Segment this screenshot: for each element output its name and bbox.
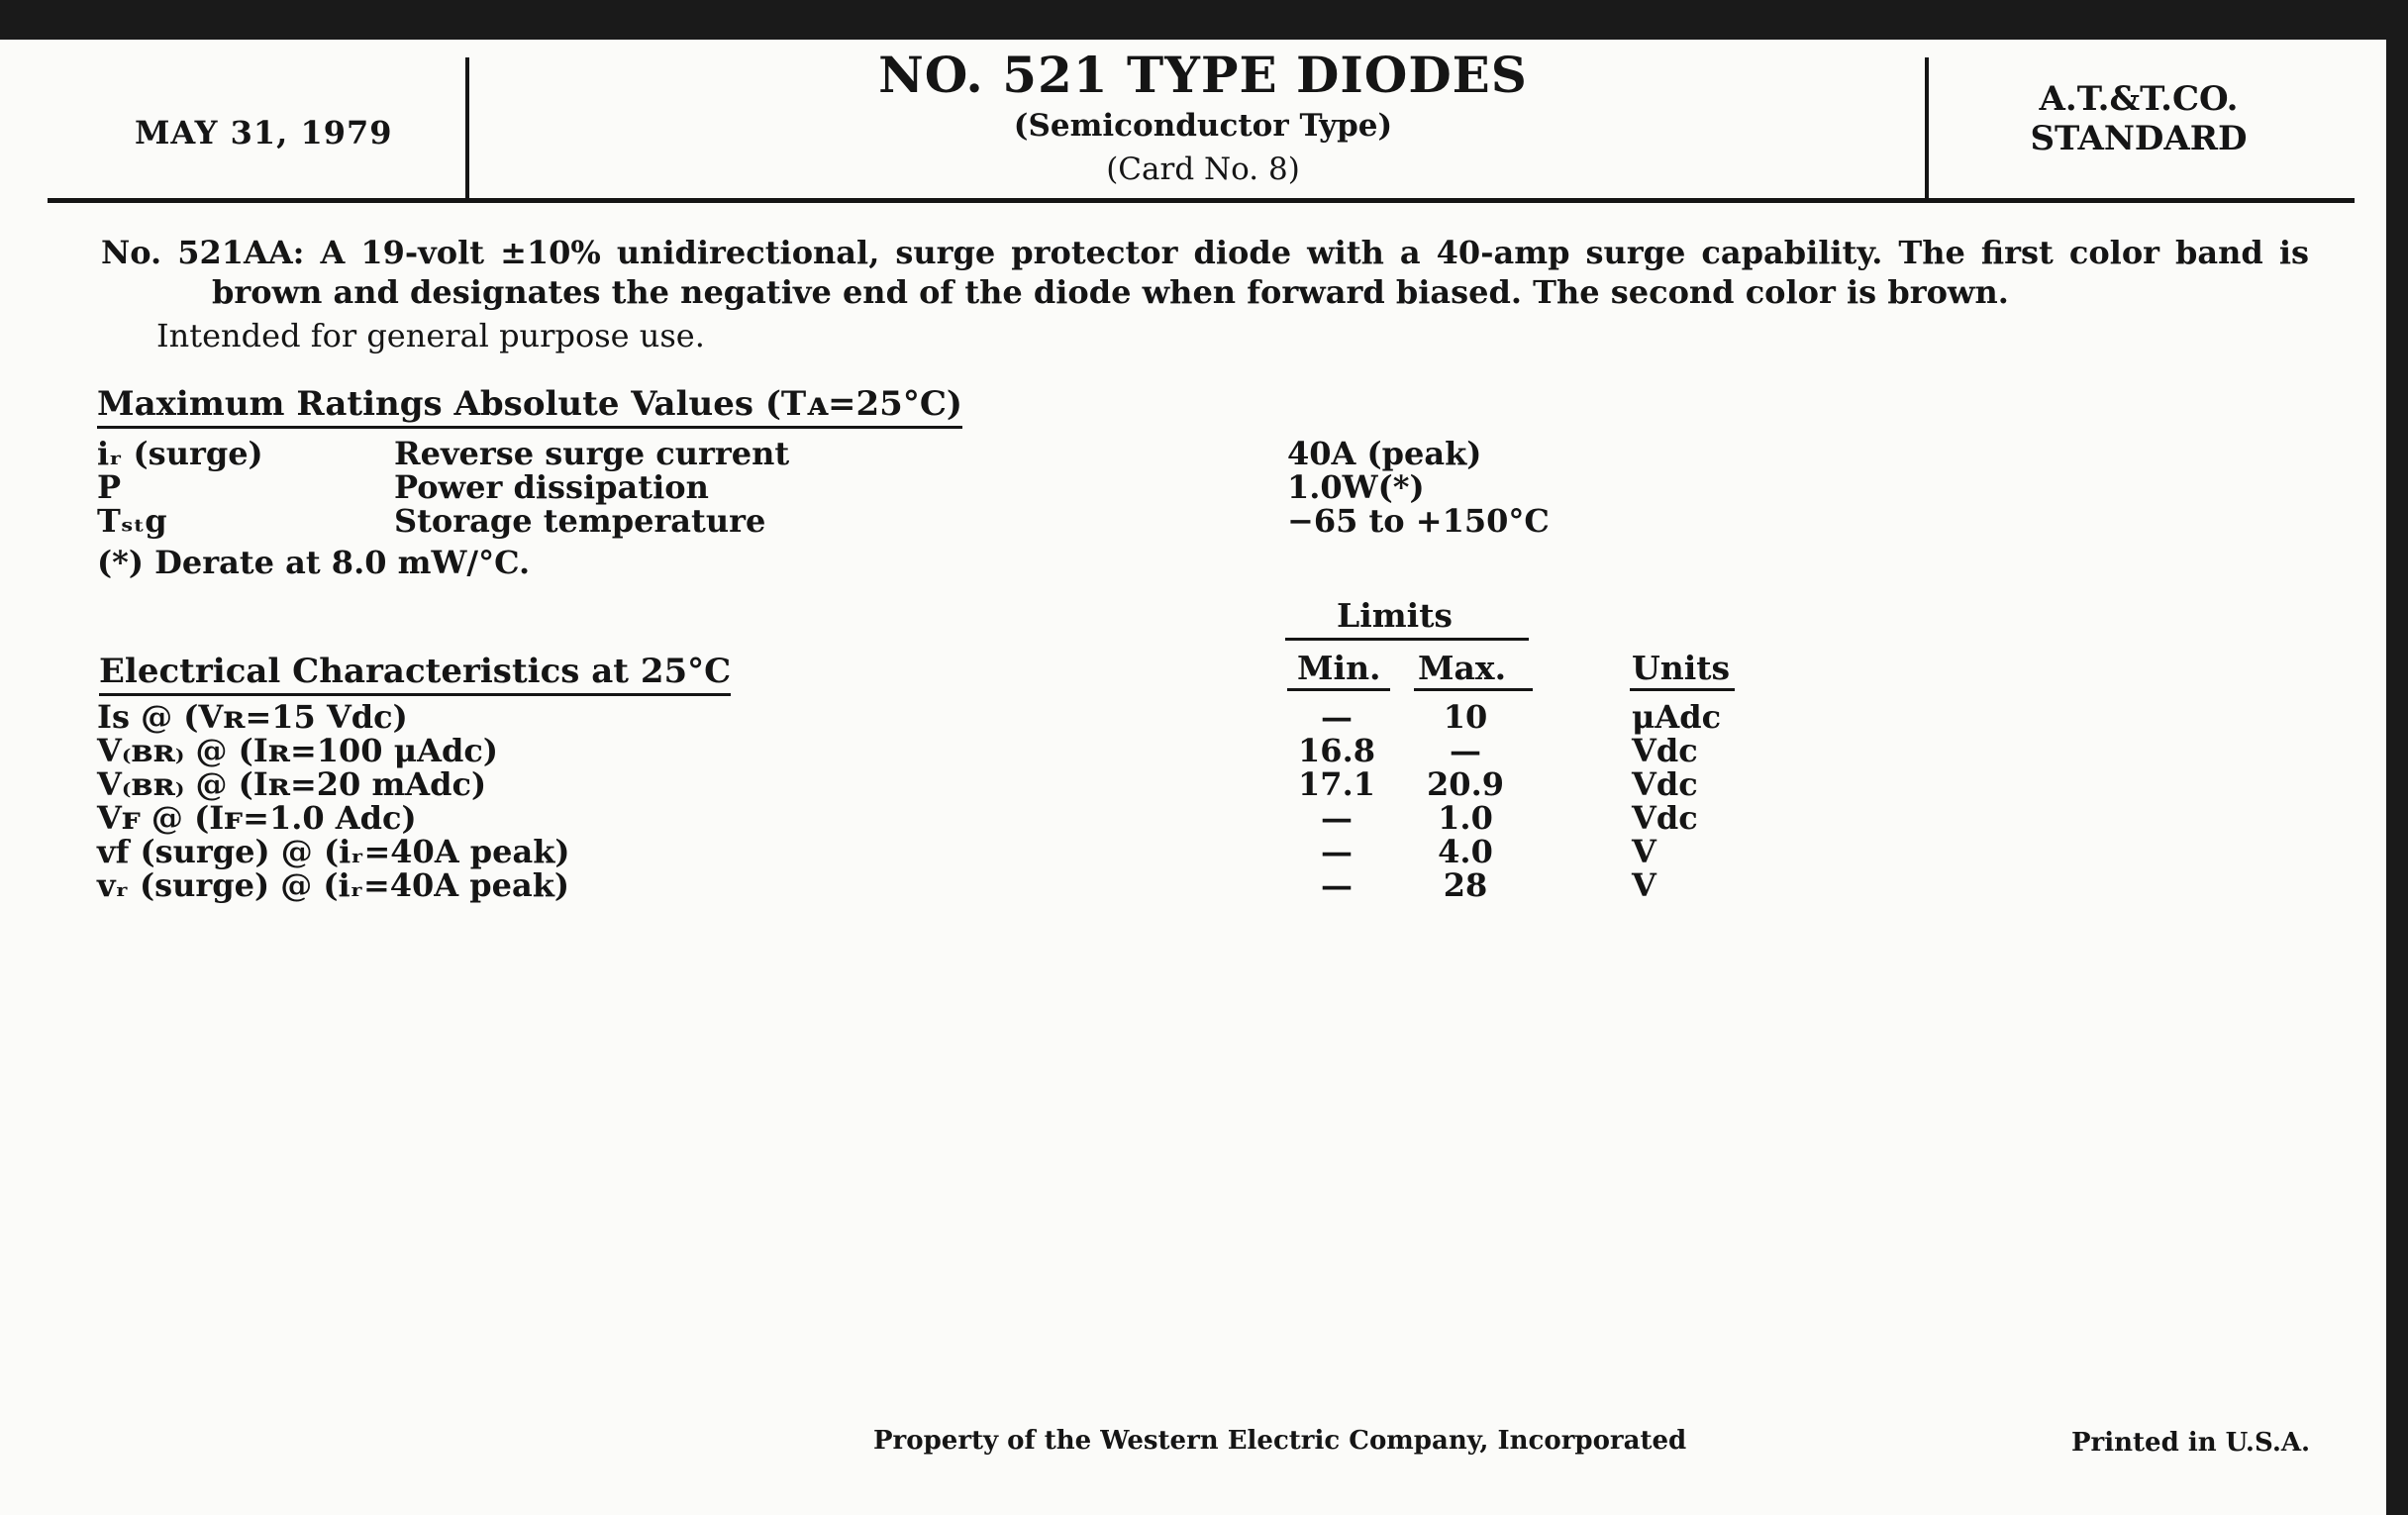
header-divider-left	[465, 57, 469, 201]
rating-name: Reverse surge current	[394, 435, 790, 472]
char-max: 4.0	[1438, 833, 1493, 870]
units-label: Units	[1632, 649, 1731, 687]
char-unit: Vdc	[1632, 765, 1698, 803]
description	[101, 233, 2309, 355]
title-block	[485, 46, 1921, 187]
char-unit: V	[1632, 866, 1656, 904]
description-main: No. 521AA: A 19-volt ±10% unidirectional, surge protector diode with a 40-amp surge capability. The first color band is brown and designates the negative end of the diode when forward biased. The second color is brown.	[101, 234, 2309, 311]
limits-label: Limits	[1337, 596, 1454, 635]
header-divider-right	[1925, 57, 1929, 201]
rating-value: −65 to +150°C	[1287, 502, 1550, 540]
char-param: vᵣ (surge) @ (iᵣ=40A peak)	[97, 866, 570, 904]
char-param: Iѕ @ (Vʀ=15 Vdc)	[97, 698, 408, 736]
limits-rule	[1285, 638, 1529, 641]
printed-note: Printed in U.S.A.	[2071, 1428, 2311, 1458]
char-param: V₍ʙʀ₎ @ (Iʀ=20 mAdc)	[97, 765, 487, 803]
derate-note: (*) Derate at 8.0 mW/°C.	[97, 544, 531, 581]
char-min: —	[1321, 833, 1353, 870]
standard-block	[1941, 79, 2337, 158]
char-unit: Vdc	[1632, 799, 1698, 837]
electrical-heading: Electrical Characteristics at 25°C	[99, 652, 731, 696]
max-label: Max.	[1418, 649, 1507, 687]
property-note: Property of the Western Electric Company, Incorporated	[873, 1426, 1687, 1456]
char-min: —	[1321, 799, 1353, 837]
char-unit: Vdc	[1632, 732, 1698, 769]
char-unit: μAdc	[1632, 698, 1722, 736]
rating-value: 40A (peak)	[1287, 435, 1482, 472]
min-rule	[1287, 688, 1390, 691]
card-date: MAY 31, 1979	[135, 114, 393, 152]
char-max: 20.9	[1427, 765, 1504, 803]
char-max: 28	[1443, 866, 1488, 904]
char-min: —	[1321, 866, 1353, 904]
rating-value: 1.0W(*)	[1287, 468, 1425, 506]
char-param: vf (surge) @ (iᵣ=40A peak)	[97, 833, 570, 870]
char-max: —	[1450, 732, 1481, 769]
spec-card	[0, 40, 2386, 1515]
standard-label: STANDARD	[2030, 119, 2248, 158]
char-min: 16.8	[1298, 732, 1375, 769]
page-title: NO. 521 TYPE DIODES	[878, 46, 1528, 104]
card-number: (Card No. 8)	[1106, 152, 1300, 187]
rating-name: Storage temperature	[394, 502, 766, 540]
char-max: 10	[1443, 698, 1488, 736]
rating-symbol: Tₛₜg	[97, 502, 167, 540]
char-unit: V	[1632, 833, 1656, 870]
description-intended: Intended for general purpose use.	[156, 317, 705, 354]
char-param: V₍ʙʀ₎ @ (Iʀ=100 μAdc)	[97, 732, 498, 769]
max-ratings-heading: Maximum Ratings Absolute Values (Tᴀ=25°C)	[97, 384, 962, 429]
header-rule	[48, 198, 2355, 203]
standard-org: A.T.&T.CO.	[2039, 79, 2239, 119]
rating-name: Power dissipation	[394, 468, 709, 506]
page-subtitle: (Semiconductor Type)	[1013, 108, 1393, 144]
char-param: Vꜰ @ (Iꜰ=1.0 Adc)	[97, 799, 417, 837]
units-rule	[1630, 688, 1735, 691]
char-min: —	[1321, 698, 1353, 736]
rating-symbol: P	[97, 468, 122, 506]
char-min: 17.1	[1298, 765, 1375, 803]
char-max: 1.0	[1438, 799, 1493, 837]
rating-symbol: iᵣ (surge)	[97, 435, 263, 472]
max-rule	[1414, 688, 1533, 691]
min-label: Min.	[1297, 649, 1381, 687]
